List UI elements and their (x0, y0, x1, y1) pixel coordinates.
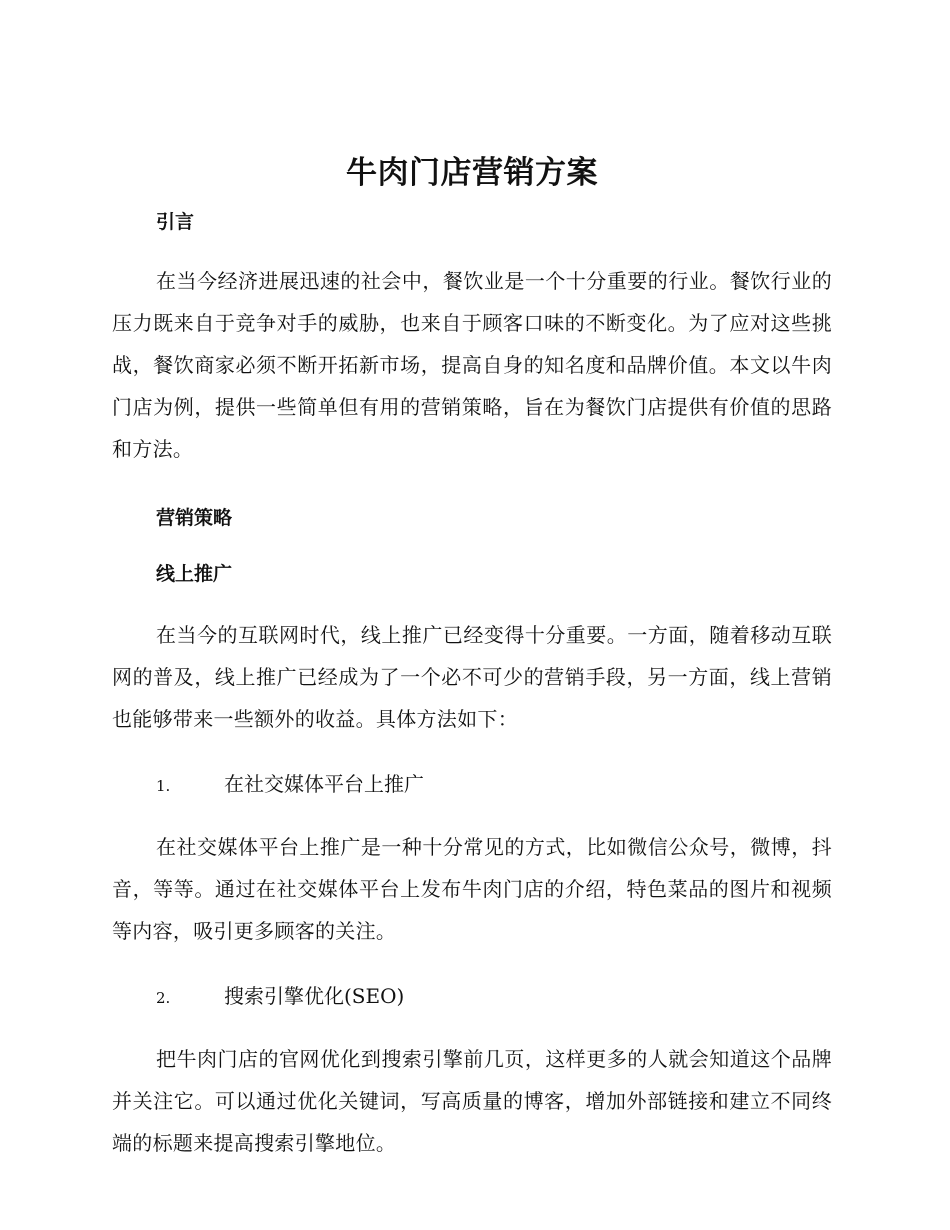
intro-paragraph: 在当今经济进展迅速的社会中，餐饮业是一个十分重要的行业。餐饮行业的压力既来自于竞争对手的威胁，也来自于顾客口味的不断变化。为了应对这些挑战，餐饮商家必须不断开拓新市场，提高自身的知名度和品牌价值。本文以牛肉门店为例，提供一些简单但有用的营销策略，旨在为餐饮门店提供有价值的思路和方法。 (112, 269, 832, 461)
list-number: 1. (156, 777, 171, 795)
list-item-social-media (112, 770, 832, 800)
online-promotion-heading: 线上推广 (156, 563, 233, 585)
list-label: 在社交媒体平台上推广 (224, 772, 424, 796)
online-promotion-paragraph: 在当今的互联网时代，线上推广已经变得十分重要。一方面，随着移动互联网的普及，线上推广已经成为了一个必不可少的营销手段，另一方面，线上营销也能够带来一些额外的收益。具体方法如下： (112, 623, 832, 731)
strategy-heading: 营销策略 (156, 507, 233, 529)
list-label: 搜索引擎优化(SEO) (224, 984, 405, 1008)
social-media-paragraph: 在社交媒体平台上推广是一种十分常见的方式，比如微信公众号，微博，抖音，等等。通过在社交媒体平台上发布牛肉门店的介绍，特色菜品的图片和视频等内容，吸引更多顾客的关注。 (112, 835, 832, 943)
seo-paragraph: 把牛肉门店的官网优化到搜索引擎前几页，这样更多的人就会知道这个品牌并关注它。可以通过优化关键词，写高质量的博客，增加外部链接和建立不同终端的标题来提高搜索引擎地位。 (112, 1047, 832, 1155)
list-item-seo (112, 982, 832, 1012)
document-title: 牛肉门店营销方案 (346, 155, 598, 191)
intro-heading: 引言 (156, 211, 195, 233)
list-number: 2. (156, 989, 171, 1007)
document-body (112, 150, 832, 1164)
